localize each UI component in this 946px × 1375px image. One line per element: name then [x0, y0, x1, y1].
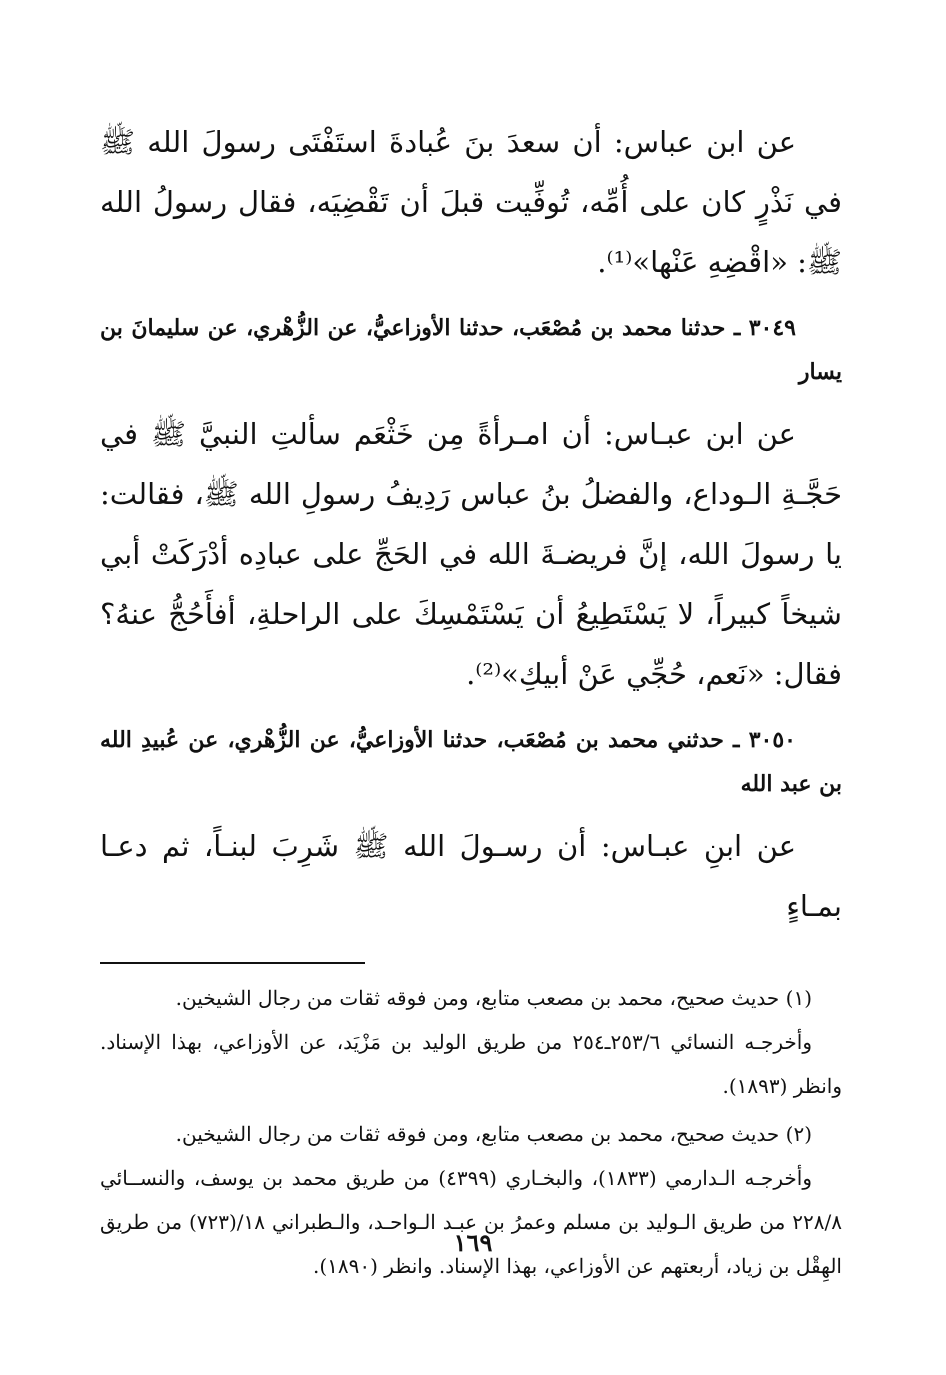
spacer	[100, 806, 842, 816]
page-content	[100, 112, 842, 1288]
footnote-2-line-1: (٢) حديث صحيح، محمد بن مصعب متابع، ومن فوقه ثقات من رجال الشيخين.	[175, 1122, 812, 1146]
footnote-1-line-1: (١) حديث صحيح، محمد بن مصعب متابع، ومن فوقه ثقات من رجال الشيخين.	[175, 986, 812, 1010]
spacer	[100, 292, 842, 306]
hadith-text-1: عن ابن عباس: أن سعدَ بنَ عُبادةَ استَفْتَى رسولَ الله ﷺ في نَذْرٍ كان على أُمِّه، تُوفِّيت قبلَ أن تَقْضِيَه، فقال رسولُ الله ﷺ: «اقْضِهِ عَنْها»⁽¹⁾.	[100, 125, 842, 279]
spacer	[100, 394, 842, 404]
hadith-text-2: عن ابن عبـاس: أن امـرأةً مِن خَثْعَم سألتِ النبيَّ ﷺ في حَجَّـةِ الـوداع، والفضلُ بنُ عباس رَدِيفُ رسولِ الله ﷺ، فقالت: يا رسولَ الله، إنَّ فريضـةَ الله في الحَجِّ على عبادِه أدْرَكَتْ أبي شيخاً كبيراً، لا يَسْتَطِيعُ أن يَسْتَمْسِكَ على الراحلةِ، أفأَحُجُّ عنهُ؟ فقال: «نَعم، حُجِّي عَنْ أبيكِ»⁽²⁾.	[100, 417, 842, 691]
hadith-text-3: عن ابنِ عبـاس: أن رسـولَ الله ﷺ شَرِبَ لبنـاً، ثم دعـا بمـاءٍ	[100, 829, 842, 923]
footnote-2-line-2: وأخرجـه الـدارمي (١٨٣٣)، والبخـاري (٤٣٩٩) من طريق محمد بن يوسف، والنســائي ٢٢٨/٨ من طريق الـوليد بن مسلم وعمرُ بن عبـد الـواحـد، والـطبراني ١٨/(٧٢٣) من طريق الهِقْل بن زياد، أربعتهم عن الأوزاعي، بهذا الإسناد. وانظر (١٨٩٠).	[100, 1166, 842, 1278]
page-number: ١٦٩	[453, 1228, 493, 1257]
isnad-3050: ٣٠٥٠ ـ حدثني محمد بن مُصْعَب، حدثنا الأوزاعيُّ، عن الزُّهْري، عن عُبيدِ الله بن عبد الله	[100, 727, 842, 797]
spacer	[100, 704, 842, 718]
isnad-3049: ٣٠٤٩ ـ حدثنا محمد بن مُصْعَب، حدثنا الأوزاعيُّ، عن الزُّهْري، عن سليمانَ بن يسار	[100, 315, 842, 385]
footnote-separator	[100, 962, 365, 964]
footnote-1-line-2: وأخرجـه النسائي ٢٥٣/٦ـ٢٥٤ من طريق الوليد بن مَزْيَد، عن الأوزاعي، بهذا الإسناد. وانظر (١٨٩٣).	[100, 1030, 842, 1098]
